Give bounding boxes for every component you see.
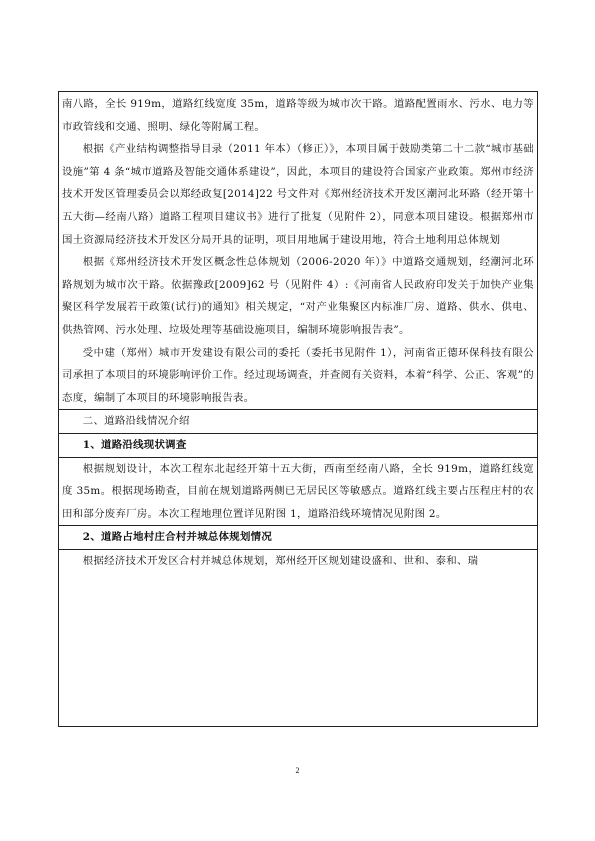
subsection-heading-village-planning: 2、道路占地村庄合村并城总体规划情况 (82, 531, 273, 544)
paragraph-village-planning: 根据经济技术开发区合村并城总体规划，郑州经开区规划建设盛和、世和、泰和、瑞 (82, 554, 479, 567)
paragraph-planning-basis: 根据《郑州经济技术开发区概念性总体规划（2006-2020 年）》中道路交通规划，经潮河北环路规划为城市次干路。依据豫政[2009]62 号（见附件 4）:《河南省人民政府印发关于加快产业集聚区科学发展若干政策(试行)的通知》相关规定，“对产业集聚区内标准厂房、道路、供水、供电、供热管网、污水处理、垃圾处理等基础设施项目，编制环境影响报告表”。 (62, 256, 534, 336)
paragraph-commission: 受中建（郑州）城市开发建设有限公司的委托（委托书见附件 1），河南省正德环保科技有限公司承担了本项目的环境影响评价工作。经过现场调查，并查阅有关资料，本着“科学、公正、客观”的态度，编制了本项目的环境影响报告表。 (62, 346, 534, 404)
paragraph-current-survey: 根据规划设计，本次工程东北起经开第十五大街，西南至经南八路，全长 919m，道路红线宽度 35m。根据现场勘查，目前在规划道路两侧已无居民区等敏感点。道路红线主要占压程庄村的农田和部分废弃厂房。本次工程地理位置详见附图 1，道路沿线环境情况见附图 2。 (62, 462, 534, 520)
paragraph-industrial-policy: 根据《产业结构调整指导目录（2011 年本）（修正）》，本项目属于鼓励类第二十二款“城市基础设施”第 4 条“城市道路及智能交通体系建设”，因此，本项目的建设符合国家产业政策。郑州市经济技术开发区管理委员会以郑经政复[2014]22 号文件对《郑州经济技术开发区潮河北环路（经开第十五大街—经南八路）道路工程项目建议书》进行了批复（见附件 2），同意本项目建设。根据郑州市国土资源局经济技术开发区分局开具的证明，项目用地属于建设用地，符合土地利用总体规划 (62, 143, 534, 246)
section-heading-road-overview: 二、道路沿线情况介绍 (82, 415, 190, 428)
document-body (62, 93, 534, 572)
page-number: 2 (295, 766, 300, 775)
paragraph-project-summary: 南八路，全长 919m，道路红线宽度 35m，道路等级为城市次干路。道路配置雨水、污水、电力等市政管线和交通、照明、绿化等附属工程。 (62, 98, 534, 133)
subsection-heading-current-survey: 1、道路沿线现状调查 (82, 438, 187, 451)
